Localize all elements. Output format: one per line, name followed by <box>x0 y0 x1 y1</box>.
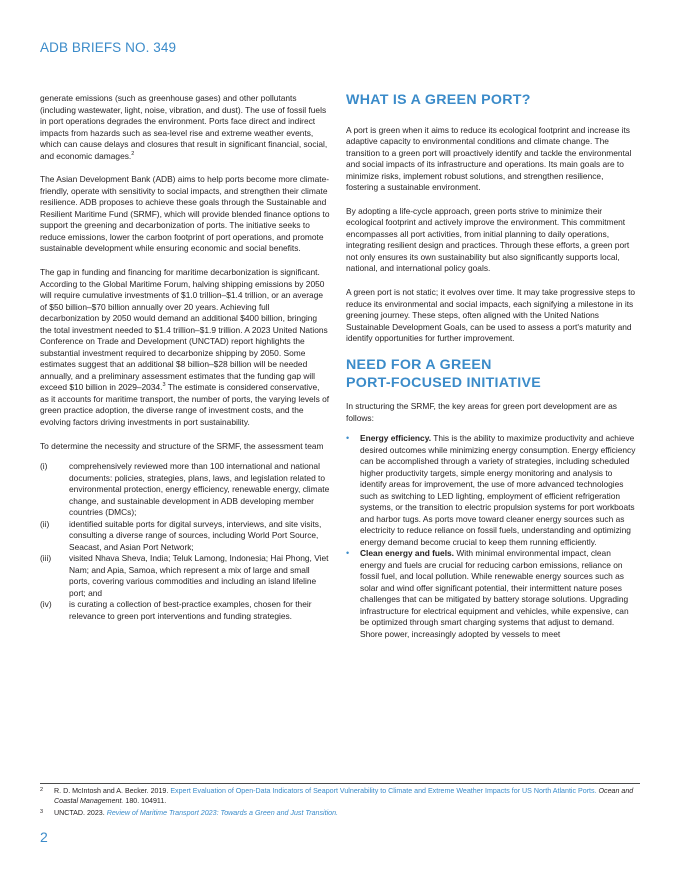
paragraph-assessment-team: To determine the necessity and structure of the SRMF, the assessment team <box>40 440 324 451</box>
paragraph-green-port-definition: A port is green when it aims to reduce its ecological footprint and increase its adaptive capacity to environmental conditions and climate change. The transition to a green port will proactively identify and tackle the environmental and social impacts of its infrastructure and operations. Its main goals are to minimize risks, implement robust solutions, and strengthen resilience, fostering a sustainable environment. <box>346 124 632 192</box>
list-item: (i) comprehensively reviewed more than 100 international and national documents: policies, strategies, plans, laws, and legislation related to environmental protection, energy efficiency, renewable energy, climate change, and sustainable development in ADB developing member countries (DMCs); <box>40 461 330 518</box>
footnote-3-link[interactable]: Review of Maritime Transport 2023: Towards a Green and Just Transition. <box>106 809 339 817</box>
footnote-ref-2[interactable]: 2 <box>131 150 135 157</box>
footnotes <box>40 786 640 818</box>
paragraph-port-emissions: generate emissions (such as greenhouse gases) and other pollutants (including wastewater, light, noise, vibration, and dust). The use of fossil fuels in port operations degrades the environment. Ports face direct and indirect impacts from hazards such as sea-level rise and extreme weather events, which can cause delays and closures that result in significant financial, social, and economic damages.$^2$ <box>40 93 328 161</box>
paragraph-key-areas: In structuring the SRMF, the key areas for green port development are as follows: <box>346 401 617 423</box>
list-item: (iv) is curating a collection of best-practice examples, chosen for their relevance to green port interventions and funding strategies. <box>40 599 312 621</box>
left-column <box>40 93 330 622</box>
paragraph-funding-gap: The gap in funding and financing for maritime decarbonization is significant. According to the Global Maritime Forum, halving shipping emissions by 2050 will require cumulative investments of $1.0 trillion–$1.4 trillion, or an average of $50 billion–$70 billion annually over 20 years. Achieving full decarbonization by 2050 would demand an additional $400 billion, bringing the total investment needed to $1.4 trillion–$1.9 trillion. A 2023 United Nations Conference on Trade and Development (UNCTAD) report highlights the substantial investment required to decarbonize shipping by 2050. Some estimates suggest that an additional $8 billion–$28 billion will be needed annually, and a preliminary assessment estimates that the funding gap will exceed $10 billion in 2029–2034.$^3$ The estimate is considered conservative, as it accounts for maritime transport, the number of ports, the varying levels of green practice adoption, the diverse range of investment costs, and the evolving factors driving investments in port sustainability. <box>40 267 330 427</box>
list-item: • Clean energy and fuels. With minimal environmental impact, clean energy and fuels are crucial for reducing carbon emissions, reliance on fossil fuel, and local pollution. While renewable energy sources such as solar and wind offer significant potential, their intermittent nature poses challenges that can be mitigated by battery storage solutions. Upgrading infrastructure for electrical equipment and vehicles, while expensive, can be optimized through smart charging systems that adjust to demand. Shore power, increasingly adopted by vessels to meet <box>346 548 629 639</box>
paragraph-life-cycle: By adopting a life-cycle approach, green ports strive to minimize their ecological footprint and actively improve the environment. This commitment encompasses all port activities, from initial planning to daily operations, integrating resilient design and practices. Through these efforts, a green port not only ensures its own sustainability but also significantly supports local, national, and international policy goals. <box>346 205 630 274</box>
section-heading-need-initiative: NEED FOR A GREEN PORT-FOCUSED INITIATIVE <box>346 357 542 391</box>
list-item: (ii) identified suitable ports for digital surveys, interviews, and site visits, consulting a diverse range of sources, including World Port Source, Seacast, and Asian Port Network; <box>40 518 322 552</box>
footnote-divider <box>40 783 640 784</box>
paragraph-evolution: A green port is not static; it evolves over time. It may take progressive steps to reduce its environmental and social impacts, each signifying a milestone in its greening journey. These steps, often aligned with the United Nations Sustainable Development Goals, can be used to assess a port's maturity and identify opportunities for further improvement. <box>346 287 636 344</box>
assessment-steps-list <box>40 461 330 622</box>
list-item: • Energy efficiency. This is the ability to maximize productivity and achieve desired outcomes while minimizing energy consumption. Energy efficiency can be accomplished through a variety of strategies, including scheduled higher productivity targets, simple energy monitoring and analysis to identify areas for improvement, the use of more advanced technologies such as switching to LED lighting, employment of efficient refrigeration systems, or the transition to electric propulsion systems for port workboats and harbor tugs. As ports move toward cleaner energy sources such as electricity to reduce reliance on fossil fuels, understanding and optimizing energy demand become crucial to keep them running efficiently. <box>346 433 636 547</box>
key-areas-list <box>346 433 636 640</box>
bullet-icon: • <box>346 433 350 444</box>
brief-series-header: ADB BRIEFS NO. 349 <box>40 40 177 55</box>
list-item: (iii) visited Nhava Sheva, India; Teluk Lamong, Indonesia; Hai Phong, Viet Nam; and Apia, Samoa, which represent a mix of large and small ports, covering various commodities and including an island lifeline port; and <box>40 553 329 598</box>
paragraph-adb-aims: The Asian Development Bank (ADB) aims to help ports become more climate-friendly, operate with sensitivity to social impacts, and strengthen their climate resilience. ADB proposes to achieve these goals through the Sustainable and Resilient Maritime Fund (SRMF), which will provide blended finance options to support the greening and decarbonization of ports. The initiative seeks to reduce emissions, lower the carbon footprint of port operations, and promote sustainable development while ensuring economic and social benefits. <box>40 174 330 254</box>
footnote-ref-3[interactable]: 3 <box>162 382 166 389</box>
section-heading-green-port: WHAT IS A GREEN PORT? <box>346 92 531 108</box>
footnote-3: 3 UNCTAD. 2023. Review of Maritime Transport 2023: Towards a Green and Just Transition. <box>40 809 339 817</box>
right-column <box>346 92 636 640</box>
footnote-2-link[interactable]: Expert Evaluation of Open-Data Indicators of Seaport Vulnerability to Climate and Extreme Weather Impacts for US North Atlantic Ports. <box>170 787 597 795</box>
page-number: 2 <box>40 829 48 845</box>
footnote-2: 2 R. D. McIntosh and A. Becker. 2019. Expert Evaluation of Open-Data Indicators of Seaport Vulnerability to Climate and Extreme Weather Impacts for US North Atlantic Ports. Ocean and Coastal Management. 180. 104911. <box>40 787 634 805</box>
bullet-icon: • <box>346 548 350 559</box>
